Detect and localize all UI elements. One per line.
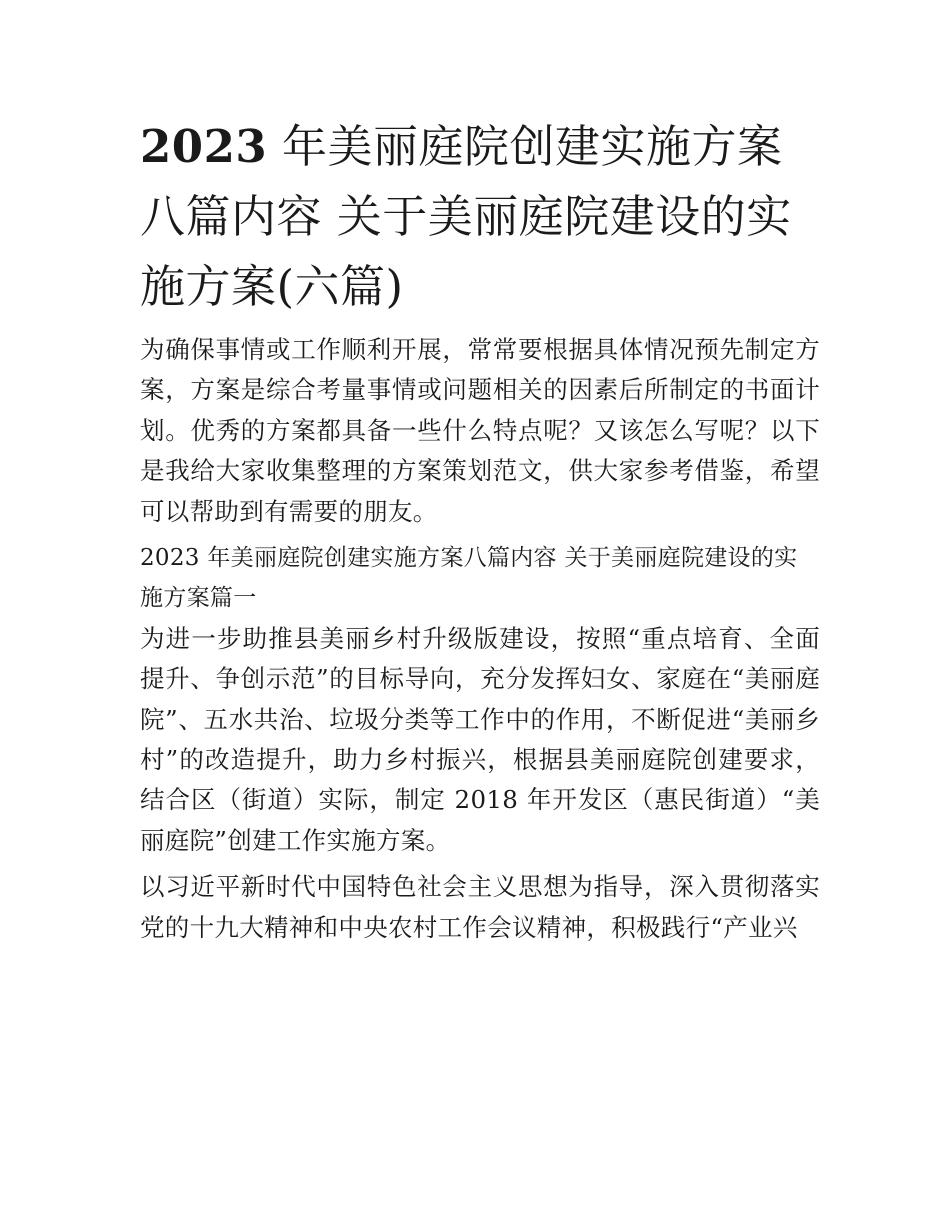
intro-paragraph: 为确保事情或工作顺利开展，常常要根据具体情况预先制定方案，方案是综合考量事情或问题相关的因素后所制定的书面计划。优秀的方案都具备一些什么特点呢？又该怎么写呢？以下是我给大家收集整理的方案策划范文，供大家参考借鉴，希望可以帮助到有需要的朋友。 <box>140 335 820 526</box>
title-year: 2023 <box>140 120 268 173</box>
body-paragraph-2: 以习近平新时代中国特色社会主义思想为指导，深入贯彻落实党的十九大精神和中央农村工作会议精神，积极践行“产业兴 <box>140 872 820 942</box>
body-paragraph-1: 为进一步助推县美丽乡村升级版建设，按照“重点培育、全面提升、争创示范”的目标导向，充分发挥妇女、家庭在“美丽庭院”、五水共治、垃圾分类等工作中的作用，不断促进“美丽乡村”的改造提升，助力乡村振兴，根据县美丽庭院创建要求，结合区（街道）实际，制定 2018 年开发区（惠民街道）“美丽庭院”创建工作实施方案。 <box>140 623 820 855</box>
section-heading: 2023 年美丽庭院创建实施方案八篇内容 关于美丽庭院建设的实施方案篇一 <box>140 545 798 612</box>
document-title <box>140 112 820 322</box>
document-page <box>140 112 820 948</box>
title-text: 年美丽庭院创建实施方案八篇内容 关于美丽庭院建设的实施方案(六篇) <box>140 120 792 313</box>
